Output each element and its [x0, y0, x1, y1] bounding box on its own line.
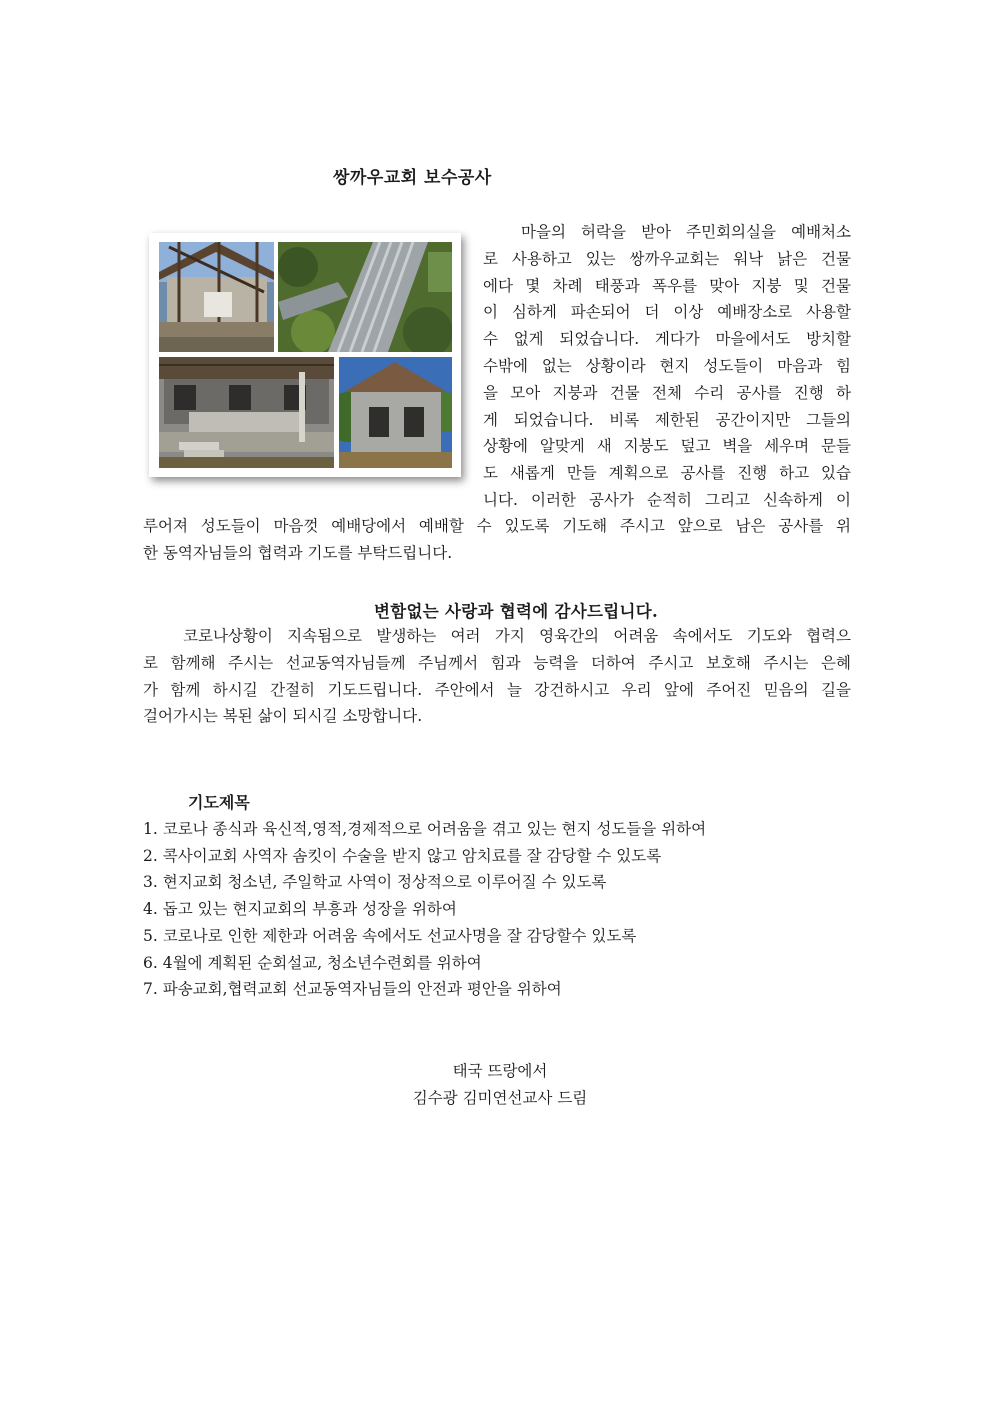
- paragraph-line: 루어져 성도들이 마음껏 예배당에서 예배할 수 있도록 기도해 주시고 앞으로 남은 공사를 위: [143, 517, 851, 535]
- prayer-requests-list: [143, 816, 706, 1003]
- paragraph-line: 게 되었습니다. 비록 제한된 공간이지만 그들의: [483, 410, 851, 429]
- prayer-requests-title: 기도제목: [188, 793, 250, 812]
- section-title-thanks: 변함없는 사랑과 협력에 감사드립니다.: [374, 602, 659, 621]
- prayer-item: 2. 콕사이교회 사역자 솜킷이 수술을 받지 않고 암치료를 잘 감당할 수 있도록: [143, 846, 662, 865]
- paragraph-line: 상황에 알맞게 새 지붕도 덮고 벽을 세우며 문들: [483, 437, 851, 456]
- paragraph-line: 가 함께 하시길 간절히 기도드립니다. 주안에서 늘 강건하시고 우리 앞에 주어진 믿음의 길을: [143, 680, 851, 699]
- paragraph-line: 도 새롭게 만들 계획으로 공사를 진행 하고 있습: [483, 464, 851, 483]
- prayer-item: 1. 코로나 종식과 육신적,영적,경제적으로 어려움을 겪고 있는 현지 성도들을 위하여: [143, 820, 707, 838]
- prayer-item: 6. 4월에 계획된 순회설교, 청소년수련회를 위하여: [143, 953, 482, 972]
- thanks-paragraph: [143, 623, 851, 730]
- paragraph-line: 이 심하게 파손되어 더 이상 예배장소로 사용할: [483, 303, 851, 322]
- church-repair-paragraph-full: [143, 513, 851, 567]
- paragraph-line: 수 없게 되었습니다. 게다가 마을에서도 방치할: [483, 330, 851, 349]
- church-repair-paragraph-right: [483, 219, 851, 514]
- photo-new-block-walls: [159, 357, 334, 468]
- signature-location: 태국 뜨랑에서: [452, 1062, 548, 1080]
- photo-damaged-roof-interior: [159, 242, 274, 352]
- paragraph-line: 한 동역자님들의 협력과 기도를 부탁드립니다.: [143, 543, 453, 562]
- paragraph-line: 마을의 허락을 받아 주민회의실을 예배처소: [521, 223, 851, 241]
- paragraph-line: 코로나상황이 지속됨으로 발생하는 여러 가지 영육간의 어려움 속에서도 기도와 협력으: [183, 627, 851, 645]
- signature-names: 김수광 김미연선교사 드림: [412, 1088, 588, 1107]
- prayer-item: 4. 돕고 있는 현지교회의 부흥과 성장을 위하여: [143, 900, 457, 919]
- prayer-item: 7. 파송교회,협력교회 선교동역자님들의 안전과 평안을 위하여: [143, 980, 562, 999]
- prayer-item: 3. 현지교회 청소년, 주일학교 사역이 정상적으로 이루어질 수 있도록: [143, 873, 607, 892]
- paragraph-line: 로 함께해 주시는 선교동역자님들께 주님께서 힘과 능력을 더하여 주시고 보호해 주시는 은혜: [143, 653, 851, 672]
- prayer-item: 5. 코로나로 인한 제한과 어려움 속에서도 선교사명을 잘 감당할수 있도록: [143, 926, 637, 945]
- section-title-church-repair: 쌍까우교회 보수공사: [333, 168, 492, 188]
- photo-repaired-building-exterior: [339, 357, 452, 468]
- photo-corrugated-roof-sheets: [278, 242, 452, 352]
- paragraph-line: 에다 몇 차례 태풍과 폭우를 맞아 지붕 및 건물: [483, 276, 851, 295]
- construction-photo-collage: [149, 233, 461, 477]
- paragraph-line: 니다. 이러한 공사가 순적히 그리고 신속하게 이: [483, 490, 851, 509]
- paragraph-line: 수밖에 없는 상황이라 현지 성도들이 마음과 힘: [483, 356, 851, 375]
- paragraph-line: 걸어가시는 복된 삶이 되시길 소망합니다.: [143, 707, 423, 726]
- signature-block: [350, 1058, 650, 1112]
- paragraph-line: 을 모아 지붕과 건물 전체 수리 공사를 진행 하: [483, 383, 851, 402]
- paragraph-line: 로 사용하고 있는 쌍까우교회는 워낙 낡은 건물: [483, 249, 851, 268]
